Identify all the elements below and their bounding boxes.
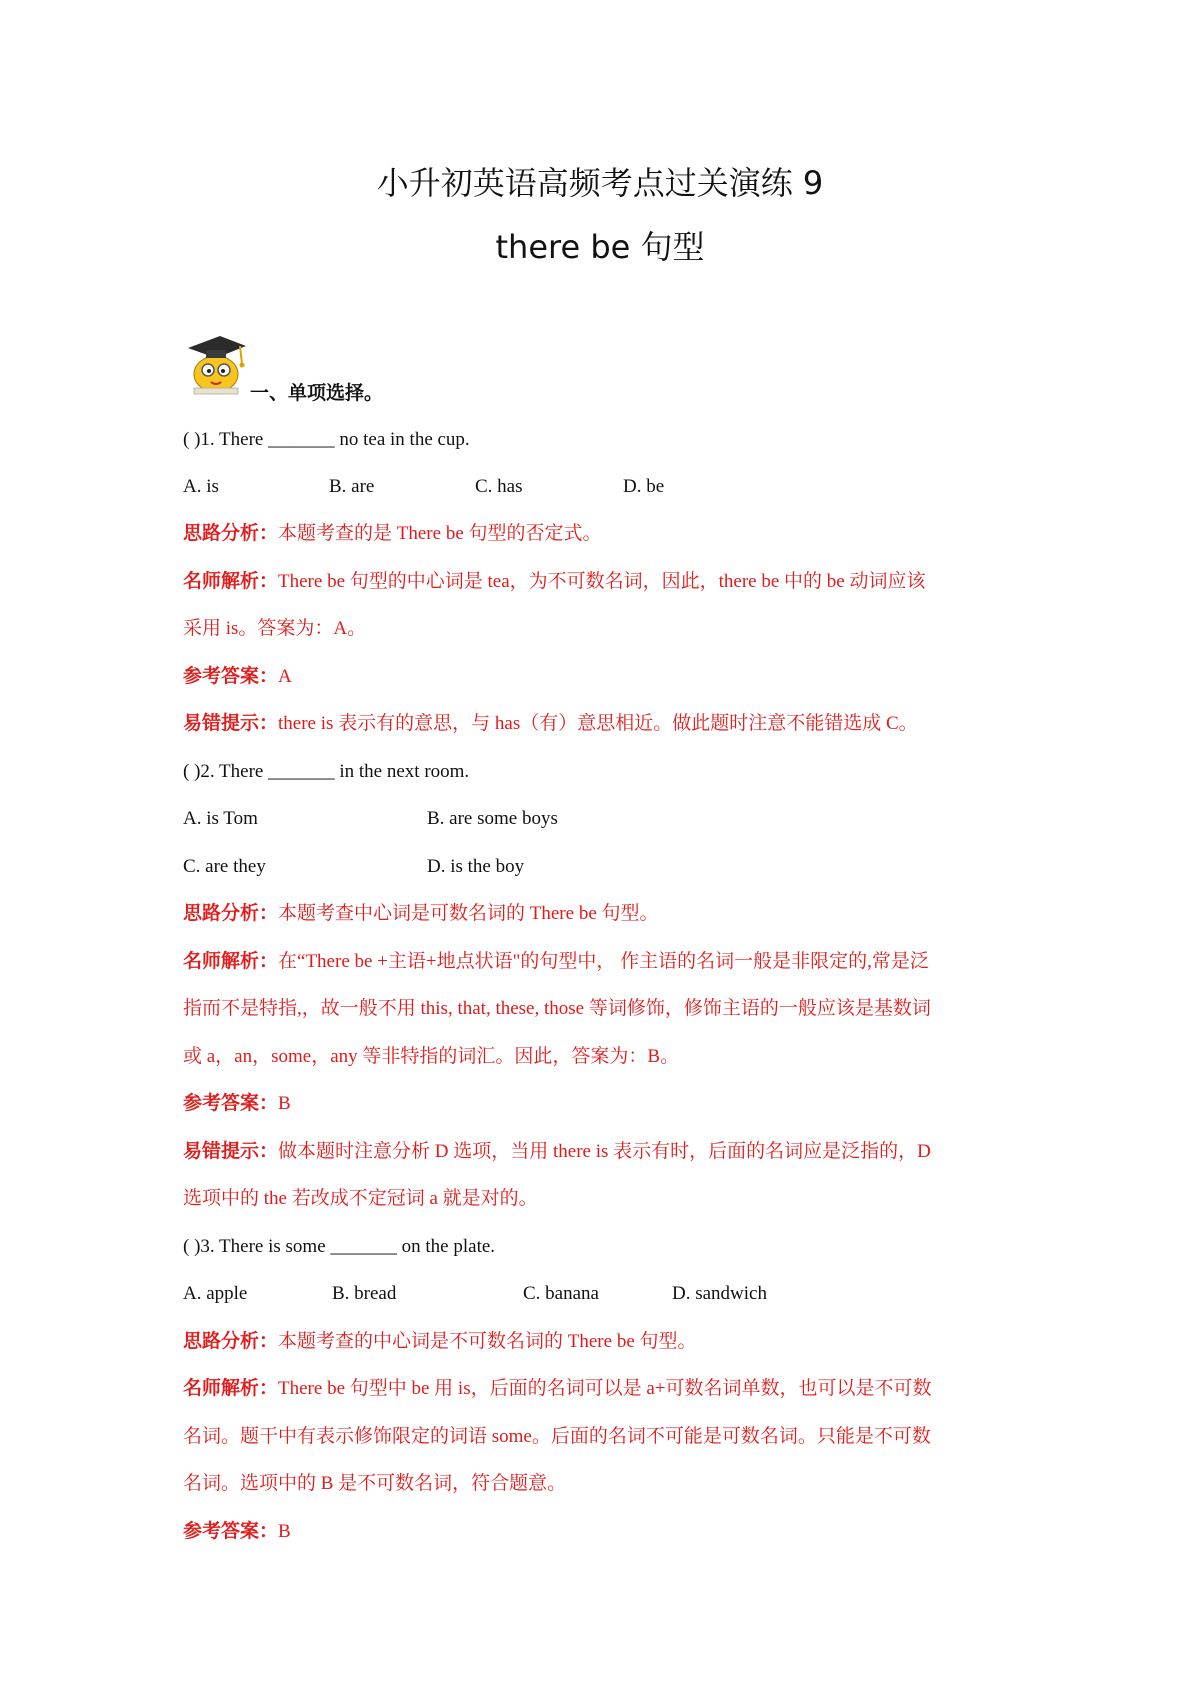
q1-option-b: B. are bbox=[329, 476, 375, 497]
q2-stem: ( )2. There _______ in the next room. bbox=[183, 761, 470, 782]
page-subtitle: there be 句型 bbox=[495, 228, 705, 266]
q2-analysis: 思路分析：本题考查中心词是可数名词的 There be 句型。 bbox=[183, 903, 659, 924]
q1-option-c: C. has bbox=[475, 476, 523, 497]
q2-option-a: A. is Tom bbox=[183, 808, 258, 829]
q3-explain-1: 名师解析：There be 句型中 be 用 is，后面的名词可以是 a+可数名词单数，也可以是不可数 bbox=[183, 1378, 932, 1399]
q3-option-c: C. banana bbox=[523, 1283, 599, 1304]
q3-option-b: B. bread bbox=[332, 1283, 397, 1304]
q1-tip: 易错提示：there is 表示有的意思，与 has（有）意思相近。做此题时注意不能错选成 C。 bbox=[183, 713, 918, 734]
q1-stem: ( )1. There _______ no tea in the cup. bbox=[183, 429, 470, 450]
q1-explain-2: 采用 is。答案为：A。 bbox=[183, 618, 367, 639]
q2-explain-3: 或 a，an，some，any 等非特指的词汇。因此，答案为：B。 bbox=[183, 1046, 680, 1067]
q3-stem: ( )3. There is some _______ on the plate. bbox=[183, 1236, 496, 1257]
page-title: 小升初英语高频考点过关演练 9 bbox=[376, 164, 824, 202]
q1-option-a: A. is bbox=[183, 476, 219, 497]
q1-explain-1: 名师解析：There be 句型的中心词是 tea，为不可数名词，因此，there be 中的 be 动词应该 bbox=[183, 571, 926, 592]
section-heading: 一、单项选择。 bbox=[250, 383, 384, 404]
q2-explain-1: 名师解析：在“There be +主语+地点状语"的句型中， 作主语的名词一般是非限定的,常是泛 bbox=[183, 951, 929, 972]
q2-option-c: C. are they bbox=[183, 856, 266, 877]
q1-option-d: D. be bbox=[623, 476, 665, 497]
q2-answer: 参考答案：B bbox=[183, 1093, 291, 1114]
q1-analysis: 思路分析：本题考查的是 There be 句型的否定式。 bbox=[183, 523, 602, 544]
scholar-mascot-icon bbox=[180, 330, 252, 396]
q3-analysis: 思路分析：本题考查的中心词是不可数名词的 There be 句型。 bbox=[183, 1331, 697, 1352]
q3-option-a: A. apple bbox=[183, 1283, 248, 1304]
q2-option-b: B. are some boys bbox=[427, 808, 558, 829]
q3-explain-2: 名词。题干中有表示修饰限定的词语 some。后面的名词不可能是可数名词。只能是不可数 bbox=[183, 1426, 931, 1447]
q3-explain-3: 名词。选项中的 B 是不可数名词，符合题意。 bbox=[183, 1473, 567, 1494]
q1-answer: 参考答案：A bbox=[183, 666, 292, 687]
q3-answer: 参考答案：B bbox=[183, 1521, 291, 1542]
q2-option-d: D. is the boy bbox=[427, 856, 525, 877]
q3-option-d: D. sandwich bbox=[672, 1283, 767, 1304]
q2-tip-1: 易错提示：做本题时注意分析 D 选项，当用 there is 表示有时，后面的名词应是泛指的，D bbox=[183, 1141, 931, 1162]
q2-explain-2: 指而不是特指,，故一般不用 this, that, these, those 等词修饰，修饰主语的一般应该是基数词 bbox=[183, 998, 931, 1019]
q2-tip-2: 选项中的 the 若改成不定冠词 a 就是对的。 bbox=[183, 1188, 538, 1209]
